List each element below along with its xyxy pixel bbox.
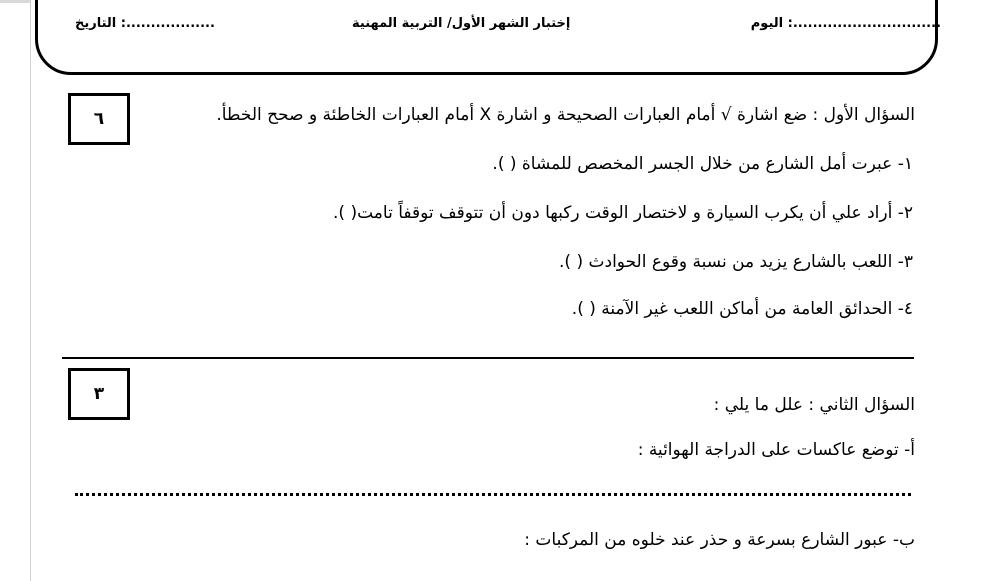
question-1-item-4: ٤- الحدائق العامة من أماكن اللعب غير الآمنة ( ).: [571, 299, 913, 319]
question-1-item-2: ٢- أراد علي أن يكرب السيارة و لاختصار الوقت ركبها دون أن تتوقف توقفاً تامت( ).: [333, 203, 913, 223]
answer-dotted-line: [75, 493, 911, 496]
day-field: اليوم :..............................: [750, 16, 941, 31]
question-1-heading: السؤال الأول : ضع اشارة √ أمام العبارات الصحيحة و اشارة X أمام العبارات الخاطئة و صحح الخطأ.: [216, 105, 915, 125]
question-2-item-b: ب- عبور الشارع بسرعة و حذر عند خلوه من المركبات :: [524, 530, 915, 550]
section-divider: [62, 357, 914, 359]
question-1-item-3: ٣- اللعب بالشارع يزيد من نسبة وقوع الحوادث ( ).: [559, 252, 913, 272]
date-field: التاريخ :..................: [75, 16, 215, 31]
question-2-heading: السؤال الثاني : علل ما يلي :: [713, 395, 915, 415]
question-2-score-box: ٣: [68, 368, 130, 420]
question-2-item-a: أ- توضع عاكسات على الدراجة الهوائية :: [637, 440, 915, 460]
exam-header-box: [35, 0, 938, 75]
exam-title: إختبار الشهر الأول/ التربية المهنية: [352, 16, 571, 31]
question-1-item-1: ١- عبرت أمل الشارع من خلال الجسر المخصص للمشاة ( ).: [492, 154, 913, 174]
question-1-score-box: ٦: [68, 93, 130, 145]
